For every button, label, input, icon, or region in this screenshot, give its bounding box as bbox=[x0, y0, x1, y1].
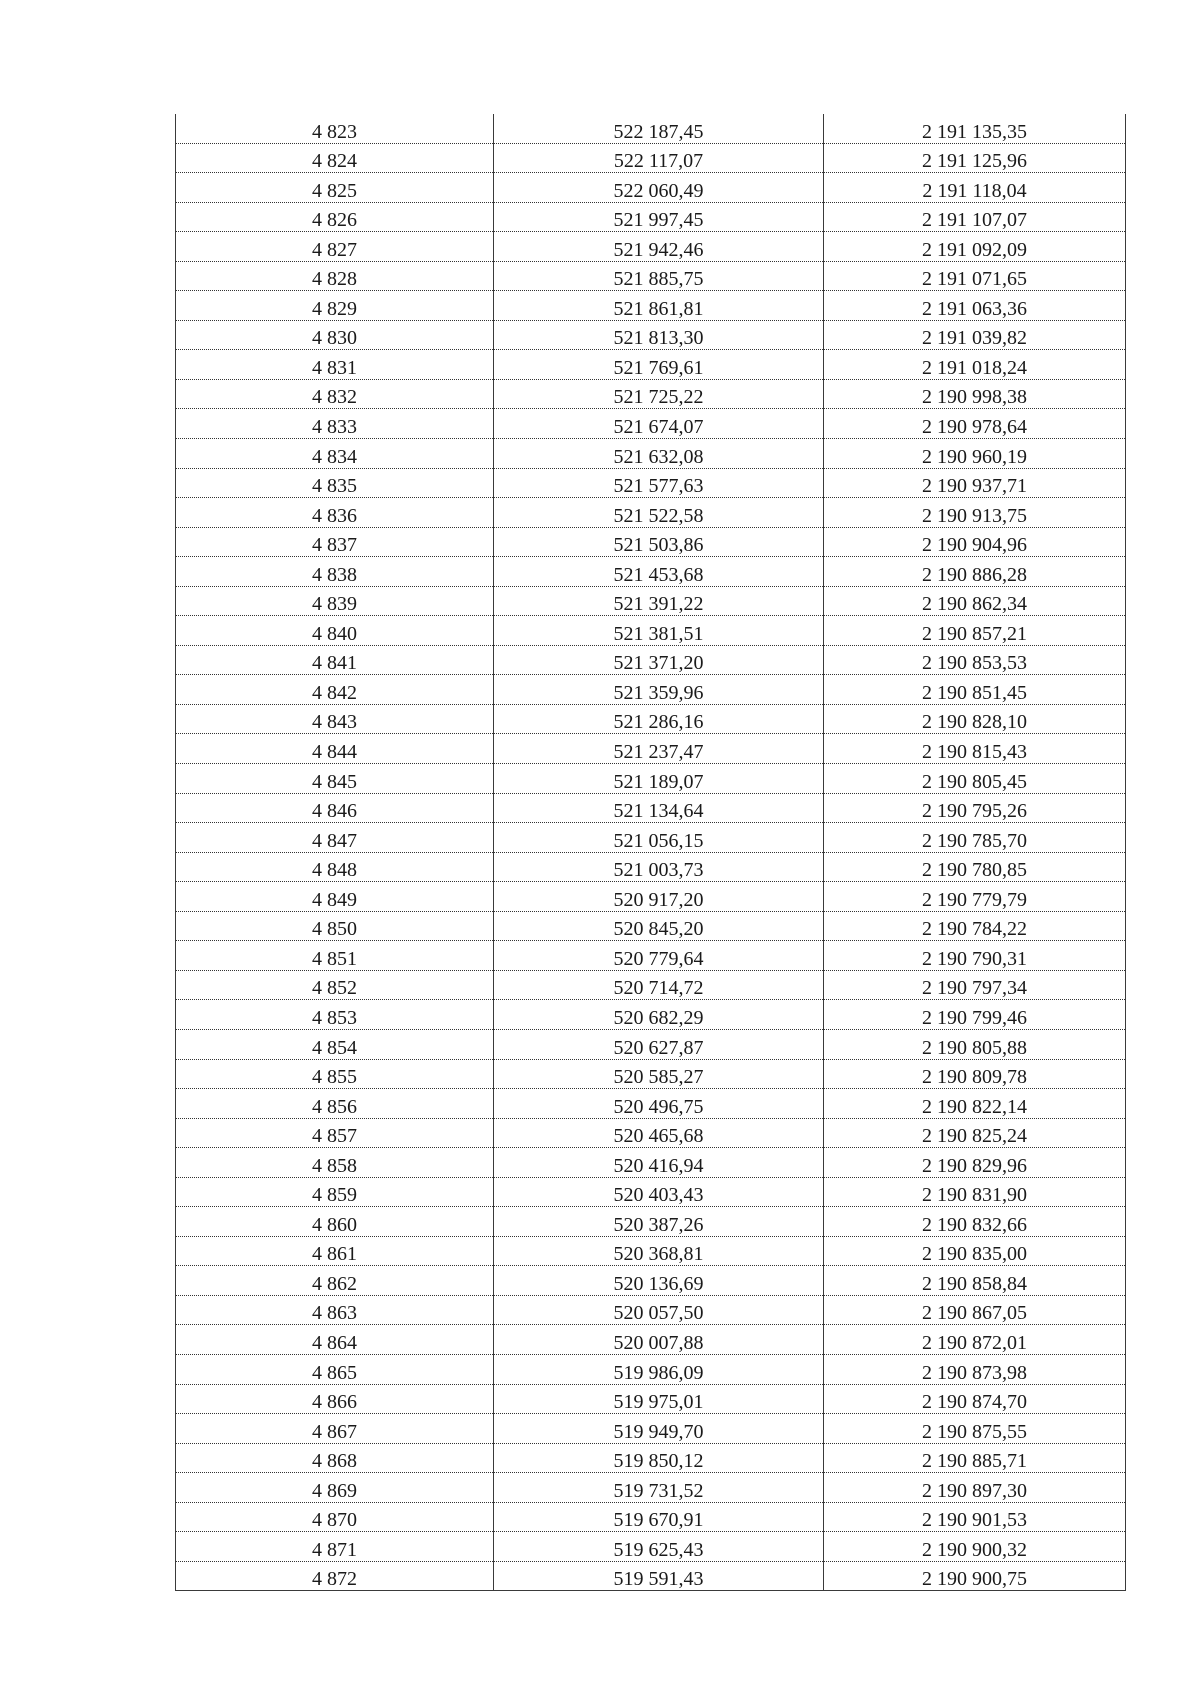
point-number-cell: 4 826 bbox=[176, 202, 494, 232]
y-coordinate-cell: 2 190 978,64 bbox=[824, 409, 1126, 439]
table-row bbox=[176, 1414, 1126, 1444]
table-row bbox=[176, 527, 1126, 557]
table-row bbox=[176, 704, 1126, 734]
table-row bbox=[176, 1354, 1126, 1384]
point-number-cell: 4 844 bbox=[176, 734, 494, 764]
y-coordinate-cell: 2 190 874,70 bbox=[824, 1384, 1126, 1414]
table-row bbox=[176, 320, 1126, 350]
point-number-cell: 4 837 bbox=[176, 527, 494, 557]
x-coordinate-cell: 521 632,08 bbox=[494, 439, 824, 469]
x-coordinate-cell: 520 368,81 bbox=[494, 1236, 824, 1266]
y-coordinate-cell: 2 191 107,07 bbox=[824, 202, 1126, 232]
table-row bbox=[176, 468, 1126, 498]
x-coordinate-cell: 520 136,69 bbox=[494, 1266, 824, 1296]
y-coordinate-cell: 2 190 873,98 bbox=[824, 1354, 1126, 1384]
table-row bbox=[176, 764, 1126, 794]
y-coordinate-cell: 2 190 901,53 bbox=[824, 1502, 1126, 1532]
table-row bbox=[176, 882, 1126, 912]
point-number-cell: 4 823 bbox=[176, 114, 494, 143]
table-row bbox=[176, 1177, 1126, 1207]
point-number-cell: 4 866 bbox=[176, 1384, 494, 1414]
x-coordinate-cell: 521 003,73 bbox=[494, 852, 824, 882]
point-number-cell: 4 863 bbox=[176, 1295, 494, 1325]
point-number-cell: 4 828 bbox=[176, 261, 494, 291]
x-coordinate-cell: 522 060,49 bbox=[494, 173, 824, 203]
y-coordinate-cell: 2 190 779,79 bbox=[824, 882, 1126, 912]
point-number-cell: 4 824 bbox=[176, 143, 494, 173]
y-coordinate-cell: 2 190 797,34 bbox=[824, 970, 1126, 1000]
point-number-cell: 4 856 bbox=[176, 1089, 494, 1119]
point-number-cell: 4 832 bbox=[176, 379, 494, 409]
y-coordinate-cell: 2 190 809,78 bbox=[824, 1059, 1126, 1089]
x-coordinate-cell: 520 627,87 bbox=[494, 1029, 824, 1059]
table-row bbox=[176, 675, 1126, 705]
table-row bbox=[176, 586, 1126, 616]
point-number-cell: 4 836 bbox=[176, 498, 494, 528]
x-coordinate-cell: 521 237,47 bbox=[494, 734, 824, 764]
point-number-cell: 4 868 bbox=[176, 1443, 494, 1473]
y-coordinate-cell: 2 191 092,09 bbox=[824, 232, 1126, 262]
table-row bbox=[176, 143, 1126, 173]
point-number-cell: 4 835 bbox=[176, 468, 494, 498]
y-coordinate-cell: 2 190 828,10 bbox=[824, 704, 1126, 734]
table-row bbox=[176, 439, 1126, 469]
point-number-cell: 4 872 bbox=[176, 1561, 494, 1591]
x-coordinate-cell: 521 997,45 bbox=[494, 202, 824, 232]
point-number-cell: 4 865 bbox=[176, 1354, 494, 1384]
y-coordinate-cell: 2 190 835,00 bbox=[824, 1236, 1126, 1266]
y-coordinate-cell: 2 190 780,85 bbox=[824, 852, 1126, 882]
x-coordinate-cell: 520 387,26 bbox=[494, 1207, 824, 1237]
y-coordinate-cell: 2 190 872,01 bbox=[824, 1325, 1126, 1355]
table-row bbox=[176, 1029, 1126, 1059]
y-coordinate-cell: 2 190 913,75 bbox=[824, 498, 1126, 528]
point-number-cell: 4 864 bbox=[176, 1325, 494, 1355]
table-row bbox=[176, 498, 1126, 528]
x-coordinate-cell: 520 403,43 bbox=[494, 1177, 824, 1207]
y-coordinate-cell: 2 191 118,04 bbox=[824, 173, 1126, 203]
x-coordinate-cell: 520 496,75 bbox=[494, 1089, 824, 1119]
table-row bbox=[176, 1561, 1126, 1591]
table-row bbox=[176, 1295, 1126, 1325]
point-number-cell: 4 860 bbox=[176, 1207, 494, 1237]
table-row bbox=[176, 409, 1126, 439]
table-row bbox=[176, 1532, 1126, 1562]
x-coordinate-cell: 521 769,61 bbox=[494, 350, 824, 380]
x-coordinate-cell: 521 813,30 bbox=[494, 320, 824, 350]
point-number-cell: 4 862 bbox=[176, 1266, 494, 1296]
point-number-cell: 4 838 bbox=[176, 557, 494, 587]
table-row bbox=[176, 379, 1126, 409]
x-coordinate-cell: 521 453,68 bbox=[494, 557, 824, 587]
point-number-cell: 4 858 bbox=[176, 1148, 494, 1178]
table-row bbox=[176, 202, 1126, 232]
point-number-cell: 4 857 bbox=[176, 1118, 494, 1148]
x-coordinate-cell: 520 585,27 bbox=[494, 1059, 824, 1089]
point-number-cell: 4 871 bbox=[176, 1532, 494, 1562]
y-coordinate-cell: 2 191 135,35 bbox=[824, 114, 1126, 143]
x-coordinate-cell: 519 986,09 bbox=[494, 1354, 824, 1384]
table-row bbox=[176, 645, 1126, 675]
point-number-cell: 4 848 bbox=[176, 852, 494, 882]
table-row bbox=[176, 823, 1126, 853]
y-coordinate-cell: 2 190 790,31 bbox=[824, 941, 1126, 971]
point-number-cell: 4 847 bbox=[176, 823, 494, 853]
table-row bbox=[176, 1266, 1126, 1296]
point-number-cell: 4 852 bbox=[176, 970, 494, 1000]
point-number-cell: 4 830 bbox=[176, 320, 494, 350]
point-number-cell: 4 853 bbox=[176, 1000, 494, 1030]
y-coordinate-cell: 2 190 867,05 bbox=[824, 1295, 1126, 1325]
y-coordinate-cell: 2 190 897,30 bbox=[824, 1473, 1126, 1503]
table-row bbox=[176, 114, 1126, 143]
table-row bbox=[176, 1118, 1126, 1148]
y-coordinate-cell: 2 190 900,32 bbox=[824, 1532, 1126, 1562]
table-row bbox=[176, 1207, 1126, 1237]
point-number-cell: 4 867 bbox=[176, 1414, 494, 1444]
x-coordinate-cell: 519 591,43 bbox=[494, 1561, 824, 1591]
y-coordinate-cell: 2 191 071,65 bbox=[824, 261, 1126, 291]
table-row bbox=[176, 557, 1126, 587]
point-number-cell: 4 829 bbox=[176, 291, 494, 321]
x-coordinate-cell: 521 359,96 bbox=[494, 675, 824, 705]
y-coordinate-cell: 2 190 900,75 bbox=[824, 1561, 1126, 1591]
point-number-cell: 4 855 bbox=[176, 1059, 494, 1089]
table-row bbox=[176, 1000, 1126, 1030]
x-coordinate-cell: 521 522,58 bbox=[494, 498, 824, 528]
x-coordinate-cell: 521 371,20 bbox=[494, 645, 824, 675]
y-coordinate-cell: 2 191 018,24 bbox=[824, 350, 1126, 380]
y-coordinate-cell: 2 190 853,53 bbox=[824, 645, 1126, 675]
table-row bbox=[176, 350, 1126, 380]
x-coordinate-cell: 521 056,15 bbox=[494, 823, 824, 853]
point-number-cell: 4 849 bbox=[176, 882, 494, 912]
table-row bbox=[176, 941, 1126, 971]
y-coordinate-cell: 2 190 825,24 bbox=[824, 1118, 1126, 1148]
x-coordinate-cell: 521 577,63 bbox=[494, 468, 824, 498]
point-number-cell: 4 833 bbox=[176, 409, 494, 439]
x-coordinate-cell: 519 670,91 bbox=[494, 1502, 824, 1532]
x-coordinate-cell: 519 625,43 bbox=[494, 1532, 824, 1562]
coordinates-table-body bbox=[176, 114, 1126, 1591]
x-coordinate-cell: 519 949,70 bbox=[494, 1414, 824, 1444]
coordinates-table bbox=[175, 114, 1126, 1591]
x-coordinate-cell: 521 391,22 bbox=[494, 586, 824, 616]
table-row bbox=[176, 1502, 1126, 1532]
point-number-cell: 4 839 bbox=[176, 586, 494, 616]
x-coordinate-cell: 520 465,68 bbox=[494, 1118, 824, 1148]
x-coordinate-cell: 521 134,64 bbox=[494, 793, 824, 823]
x-coordinate-cell: 521 674,07 bbox=[494, 409, 824, 439]
y-coordinate-cell: 2 190 875,55 bbox=[824, 1414, 1126, 1444]
table-row bbox=[176, 911, 1126, 941]
y-coordinate-cell: 2 190 885,71 bbox=[824, 1443, 1126, 1473]
table-row bbox=[176, 1089, 1126, 1119]
point-number-cell: 4 842 bbox=[176, 675, 494, 705]
y-coordinate-cell: 2 190 904,96 bbox=[824, 527, 1126, 557]
table-row bbox=[176, 1059, 1126, 1089]
table-row bbox=[176, 261, 1126, 291]
table-row bbox=[176, 1473, 1126, 1503]
y-coordinate-cell: 2 190 832,66 bbox=[824, 1207, 1126, 1237]
x-coordinate-cell: 521 189,07 bbox=[494, 764, 824, 794]
x-coordinate-cell: 520 682,29 bbox=[494, 1000, 824, 1030]
table-row bbox=[176, 734, 1126, 764]
y-coordinate-cell: 2 190 998,38 bbox=[824, 379, 1126, 409]
point-number-cell: 4 825 bbox=[176, 173, 494, 203]
point-number-cell: 4 854 bbox=[176, 1029, 494, 1059]
point-number-cell: 4 869 bbox=[176, 1473, 494, 1503]
x-coordinate-cell: 521 503,86 bbox=[494, 527, 824, 557]
x-coordinate-cell: 522 187,45 bbox=[494, 114, 824, 143]
point-number-cell: 4 859 bbox=[176, 1177, 494, 1207]
x-coordinate-cell: 521 286,16 bbox=[494, 704, 824, 734]
y-coordinate-cell: 2 190 805,45 bbox=[824, 764, 1126, 794]
point-number-cell: 4 840 bbox=[176, 616, 494, 646]
y-coordinate-cell: 2 190 799,46 bbox=[824, 1000, 1126, 1030]
x-coordinate-cell: 520 917,20 bbox=[494, 882, 824, 912]
point-number-cell: 4 843 bbox=[176, 704, 494, 734]
x-coordinate-cell: 521 942,46 bbox=[494, 232, 824, 262]
x-coordinate-cell: 522 117,07 bbox=[494, 143, 824, 173]
y-coordinate-cell: 2 190 831,90 bbox=[824, 1177, 1126, 1207]
table-row bbox=[176, 1443, 1126, 1473]
table-row bbox=[176, 616, 1126, 646]
point-number-cell: 4 841 bbox=[176, 645, 494, 675]
y-coordinate-cell: 2 190 784,22 bbox=[824, 911, 1126, 941]
x-coordinate-cell: 521 885,75 bbox=[494, 261, 824, 291]
x-coordinate-cell: 520 007,88 bbox=[494, 1325, 824, 1355]
table-row bbox=[176, 232, 1126, 262]
x-coordinate-cell: 520 779,64 bbox=[494, 941, 824, 971]
point-number-cell: 4 870 bbox=[176, 1502, 494, 1532]
y-coordinate-cell: 2 190 815,43 bbox=[824, 734, 1126, 764]
x-coordinate-cell: 521 861,81 bbox=[494, 291, 824, 321]
x-coordinate-cell: 519 975,01 bbox=[494, 1384, 824, 1414]
point-number-cell: 4 861 bbox=[176, 1236, 494, 1266]
x-coordinate-cell: 520 057,50 bbox=[494, 1295, 824, 1325]
table-row bbox=[176, 1148, 1126, 1178]
table-row bbox=[176, 1236, 1126, 1266]
table-row bbox=[176, 1384, 1126, 1414]
x-coordinate-cell: 521 381,51 bbox=[494, 616, 824, 646]
x-coordinate-cell: 520 714,72 bbox=[494, 970, 824, 1000]
x-coordinate-cell: 519 731,52 bbox=[494, 1473, 824, 1503]
table-row bbox=[176, 291, 1126, 321]
table-row bbox=[176, 173, 1126, 203]
y-coordinate-cell: 2 190 858,84 bbox=[824, 1266, 1126, 1296]
y-coordinate-cell: 2 190 851,45 bbox=[824, 675, 1126, 705]
y-coordinate-cell: 2 190 862,34 bbox=[824, 586, 1126, 616]
y-coordinate-cell: 2 190 785,70 bbox=[824, 823, 1126, 853]
point-number-cell: 4 827 bbox=[176, 232, 494, 262]
x-coordinate-cell: 519 850,12 bbox=[494, 1443, 824, 1473]
y-coordinate-cell: 2 191 125,96 bbox=[824, 143, 1126, 173]
y-coordinate-cell: 2 190 886,28 bbox=[824, 557, 1126, 587]
x-coordinate-cell: 521 725,22 bbox=[494, 379, 824, 409]
y-coordinate-cell: 2 191 039,82 bbox=[824, 320, 1126, 350]
point-number-cell: 4 831 bbox=[176, 350, 494, 380]
point-number-cell: 4 846 bbox=[176, 793, 494, 823]
table-row bbox=[176, 852, 1126, 882]
table-row bbox=[176, 1325, 1126, 1355]
point-number-cell: 4 851 bbox=[176, 941, 494, 971]
y-coordinate-cell: 2 191 063,36 bbox=[824, 291, 1126, 321]
table-row bbox=[176, 970, 1126, 1000]
y-coordinate-cell: 2 190 960,19 bbox=[824, 439, 1126, 469]
y-coordinate-cell: 2 190 805,88 bbox=[824, 1029, 1126, 1059]
y-coordinate-cell: 2 190 857,21 bbox=[824, 616, 1126, 646]
y-coordinate-cell: 2 190 822,14 bbox=[824, 1089, 1126, 1119]
point-number-cell: 4 845 bbox=[176, 764, 494, 794]
y-coordinate-cell: 2 190 795,26 bbox=[824, 793, 1126, 823]
x-coordinate-cell: 520 845,20 bbox=[494, 911, 824, 941]
y-coordinate-cell: 2 190 829,96 bbox=[824, 1148, 1126, 1178]
point-number-cell: 4 834 bbox=[176, 439, 494, 469]
y-coordinate-cell: 2 190 937,71 bbox=[824, 468, 1126, 498]
point-number-cell: 4 850 bbox=[176, 911, 494, 941]
x-coordinate-cell: 520 416,94 bbox=[494, 1148, 824, 1178]
table-row bbox=[176, 793, 1126, 823]
